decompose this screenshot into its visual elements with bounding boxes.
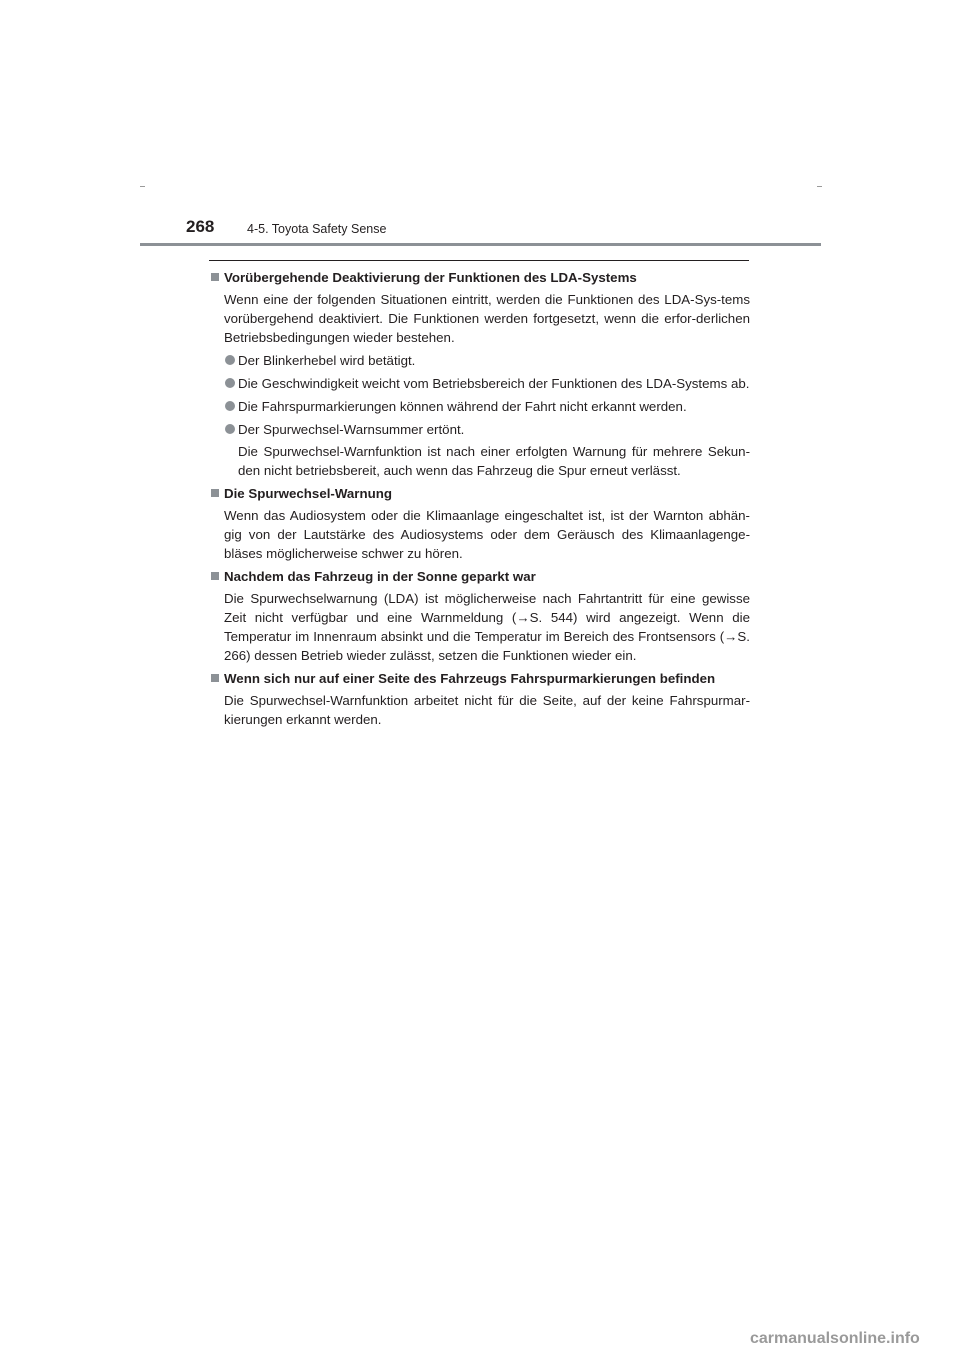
- list-item-text: Der Spurwechsel-Warnsummer ertönt.: [238, 422, 465, 437]
- content-rule: [209, 260, 749, 261]
- square-bullet-icon: [211, 489, 219, 497]
- section-heading: [210, 268, 750, 287]
- heading-text: Nachdem das Fahrzeug in der Sonne geparkt war: [224, 569, 536, 584]
- section-paragraph: Wenn eine der folgenden Situationen eintritt, werden die Funktionen des LDA-Sys-tems vorübergehend deaktiviert. Die Funktionen werden fortgesetzt, wenn die erfor-derlichen Betriebsbedingungen wieder bestehen.: [224, 292, 750, 345]
- section-heading: [210, 669, 750, 688]
- section-heading: [210, 484, 750, 503]
- page-content: [210, 268, 750, 729]
- list-item: [210, 420, 750, 439]
- heading-text: Die Spurwechsel-Warnung: [224, 486, 392, 501]
- section-title: 4-5. Toyota Safety Sense: [247, 222, 387, 236]
- list-item-text: Die Fahrspurmarkierungen können während der Fahrt nicht erkannt werden.: [238, 399, 687, 414]
- list-item: [210, 374, 750, 393]
- round-bullet-icon: [225, 378, 235, 388]
- square-bullet-icon: [211, 273, 219, 281]
- header-rule: [140, 243, 821, 246]
- section-paragraph: Die Spurwechsel-Warnfunktion arbeitet nicht für die Seite, auf der keine Fahrspurmar-kierungen erkannt werden.: [224, 693, 750, 727]
- list-item: [210, 351, 750, 370]
- section-heading: [210, 567, 750, 586]
- square-bullet-icon: [211, 572, 219, 580]
- list-item-text: Die Geschwindigkeit weicht vom Betriebsbereich der Funktionen des LDA-Systems ab.: [238, 376, 750, 391]
- watermark: carmanualsonline.info: [750, 1330, 920, 1347]
- section-paragraph: Wenn das Audiosystem oder die Klimaanlage eingeschaltet ist, ist der Warnton abhän-gig von der Lautstärke des Audiosystems oder dem Geräusch des Klimaanlagenge-bläses möglicherweise schwer zu hören.: [224, 508, 750, 561]
- list-item-note: Die Spurwechsel-Warnfunktion ist nach einer erfolgten Warnung für mehrere Sekun-den nicht betriebsbereit, auch wenn das Fahrzeug die Spur erneut verlässt.: [238, 444, 750, 478]
- crop-mark-right: [817, 186, 822, 187]
- round-bullet-icon: [225, 355, 235, 365]
- heading-text: Vorübergehende Deaktivierung der Funktionen des LDA-Systems: [224, 270, 637, 285]
- heading-text: Wenn sich nur auf einer Seite des Fahrzeugs Fahrspurmarkierungen befinden: [224, 671, 716, 686]
- page-number: 268: [186, 217, 215, 236]
- round-bullet-icon: [225, 401, 235, 411]
- section-paragraph: Die Spurwechselwarnung (LDA) ist möglicherweise nach Fahrtantritt für eine gewisse Zeit nicht verfügbar und eine Warnmeldung (→S. 544) wird angezeigt. Wenn die Temperatur im Innenraum absinkt und die Temperatur im Bereich des Frontsensors (→S. 266) dessen Betrieb wieder zulässt, setzen die Funktionen wieder ein.: [224, 591, 750, 663]
- crop-mark-left: [140, 186, 145, 187]
- list-item: [210, 397, 750, 416]
- square-bullet-icon: [211, 674, 219, 682]
- round-bullet-icon: [225, 424, 235, 434]
- list-item-text: Der Blinkerhebel wird betätigt.: [238, 353, 416, 368]
